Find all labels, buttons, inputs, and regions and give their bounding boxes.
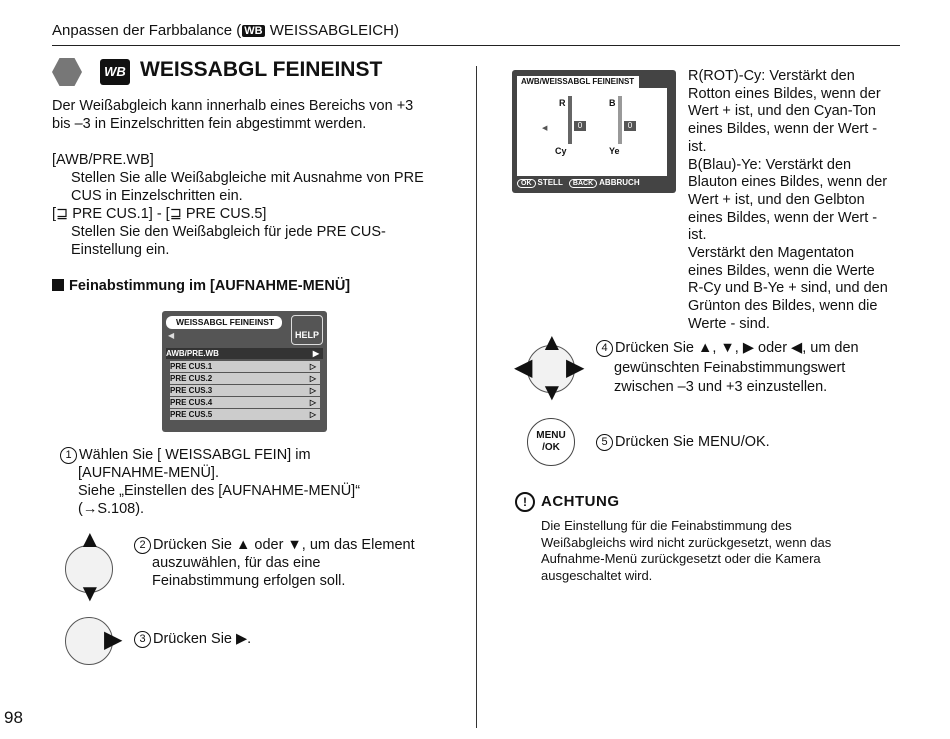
wb-badge-icon: WB	[244, 25, 263, 37]
menu-row: AWB/PRE.WB ▶	[166, 348, 323, 359]
menu-screen	[162, 311, 327, 432]
up-arrow-icon: ▲	[78, 526, 102, 553]
intro-line: Der Weißabgleich kann innerhalb eines Bereichs von +3	[52, 98, 414, 114]
up-arrow-icon: ▲	[540, 329, 564, 356]
step-4: 4 Drücken Sie ▲, ▼, ▶ oder ◀, um den gewünschten Feinabstimmungswert zwischen –3 und +3 einzustellen.	[596, 339, 859, 398]
menu-row: PRE CUS.4 ▷	[170, 397, 320, 408]
caution-text: Die Einstellung für die Feinabstimmung des Weißabgleichs wird nicht zurückgesetzt, wenn das Aufnahme-Menü zurückgesetzt oder die Kamera ausgeschaltet wird.	[541, 518, 832, 583]
wb-screen-body	[517, 88, 667, 176]
page-header	[52, 22, 399, 39]
options-list	[52, 151, 424, 259]
column-divider	[476, 66, 477, 728]
b-label: B	[609, 98, 616, 108]
menu-row: PRE CUS.1 ▷	[170, 361, 320, 372]
left-arrow-icon: ◀	[542, 125, 548, 132]
intro-line: bis –3 in Einzelschritten fein abgestimmt werden.	[52, 116, 367, 132]
header-rule	[52, 45, 900, 46]
option-label: [AWB/PRE.WB]	[52, 152, 154, 168]
b-ye-slider	[618, 96, 622, 144]
step-2: 2 Drücken Sie ▲ oder ▼, um das Element auszuwählen, für das eine Feinabstimmung erfolgen soll.	[134, 536, 415, 590]
step-1: 1 Wählen Sie [ WEISSABGL FEIN] im [AUFNAHME-MENÜ]. Siehe „Einstellen des [AUFNAHME-MENÜ]“ (→S.108).	[60, 446, 360, 518]
option-desc: Stellen Sie alle Weißabgleiche mit Ausnahme von PRE	[71, 170, 424, 186]
option-desc: CUS in Einzelschritten ein.	[71, 188, 243, 204]
header-suffix: WEISSABGLEICH)	[265, 22, 399, 39]
menu-ok-button-icon: MENU /OK	[527, 418, 575, 466]
section-title-text: Feinabstimmung im [AUFNAHME-MENÜ]	[69, 278, 351, 294]
down-arrow-icon: ▼	[540, 379, 564, 406]
menu-row: PRE CUS.2 ▷	[170, 373, 320, 384]
b-value: 0	[624, 121, 636, 131]
wb-description: R(ROT)-Cy: Verstärkt den Rotton eines Bildes, wenn der Wert + ist, und den Cyan-Ton eines Bildes, wenn der Wert - ist. B(Blau)-Ye: Verstärkt den Blauton eines Bildes, wenn der Wert + ist, und den Gelbton eines Bildes, wenn der Wert - ist. Verstärkt den Magentaton eines Bildes, wenn die Werte R-Cy und B-Ye + sind, und den Grünton des Bildes, wenn die Werte - sind.	[688, 68, 888, 332]
section-title	[52, 278, 350, 294]
intro-text	[52, 97, 413, 133]
page-title: WEISSABGL FEINEINST	[140, 58, 383, 81]
step-number: 3	[134, 631, 151, 648]
wb-screen-footer: OK STELL BACK ABBRUCH	[517, 178, 640, 188]
menu-row: PRE CUS.5 ▷	[170, 409, 320, 420]
option-label: [⊒ PRE CUS.1] - [⊒ PRE CUS.5]	[52, 206, 267, 222]
caution-title: ACHTUNG	[541, 493, 620, 510]
hexagon-icon	[52, 58, 82, 86]
left-arrow-icon: ◀	[514, 354, 533, 381]
option-desc: Einstellung ein.	[71, 242, 170, 258]
menu-row: PRE CUS.3 ▷	[170, 385, 320, 396]
wb-fine-icon: WB	[100, 59, 130, 85]
left-arrow-icon: ◀	[168, 331, 175, 340]
caution-icon: !	[515, 492, 535, 512]
step-3: 3 Drücken Sie ▶.	[134, 630, 251, 648]
right-arrow-icon: ▶	[104, 626, 123, 653]
wb-adjust-screen	[512, 70, 676, 193]
option-desc: Stellen Sie den Weißabgleich für jede PRE CUS-	[71, 224, 386, 240]
down-arrow-icon: ▼	[78, 580, 102, 607]
back-button-icon: BACK	[569, 179, 597, 188]
step-number: 5	[596, 434, 613, 451]
step-number: 1	[60, 447, 77, 464]
r-label: R	[559, 98, 566, 108]
r-cy-slider	[568, 96, 572, 144]
right-arrow-icon: ▶	[566, 354, 585, 381]
ye-label: Ye	[609, 146, 620, 156]
cy-label: Cy	[555, 146, 567, 156]
menu-header: WEISSABGL FEINEINST	[166, 316, 282, 329]
wb-screen-header: AWB/WEISSABGL FEINEINST	[517, 76, 639, 88]
header-prefix: Anpassen der Farbbalance (	[52, 22, 242, 39]
step-number: 4	[596, 340, 613, 357]
page-number: 98	[4, 708, 23, 727]
r-value: 0	[574, 121, 586, 131]
square-bullet-icon	[52, 279, 64, 291]
help-indicator: HELP	[291, 315, 323, 345]
step-number: 2	[134, 537, 151, 554]
step-5: 5 Drücken Sie MENU/OK.	[596, 433, 770, 451]
ok-button-icon: OK	[517, 179, 536, 188]
